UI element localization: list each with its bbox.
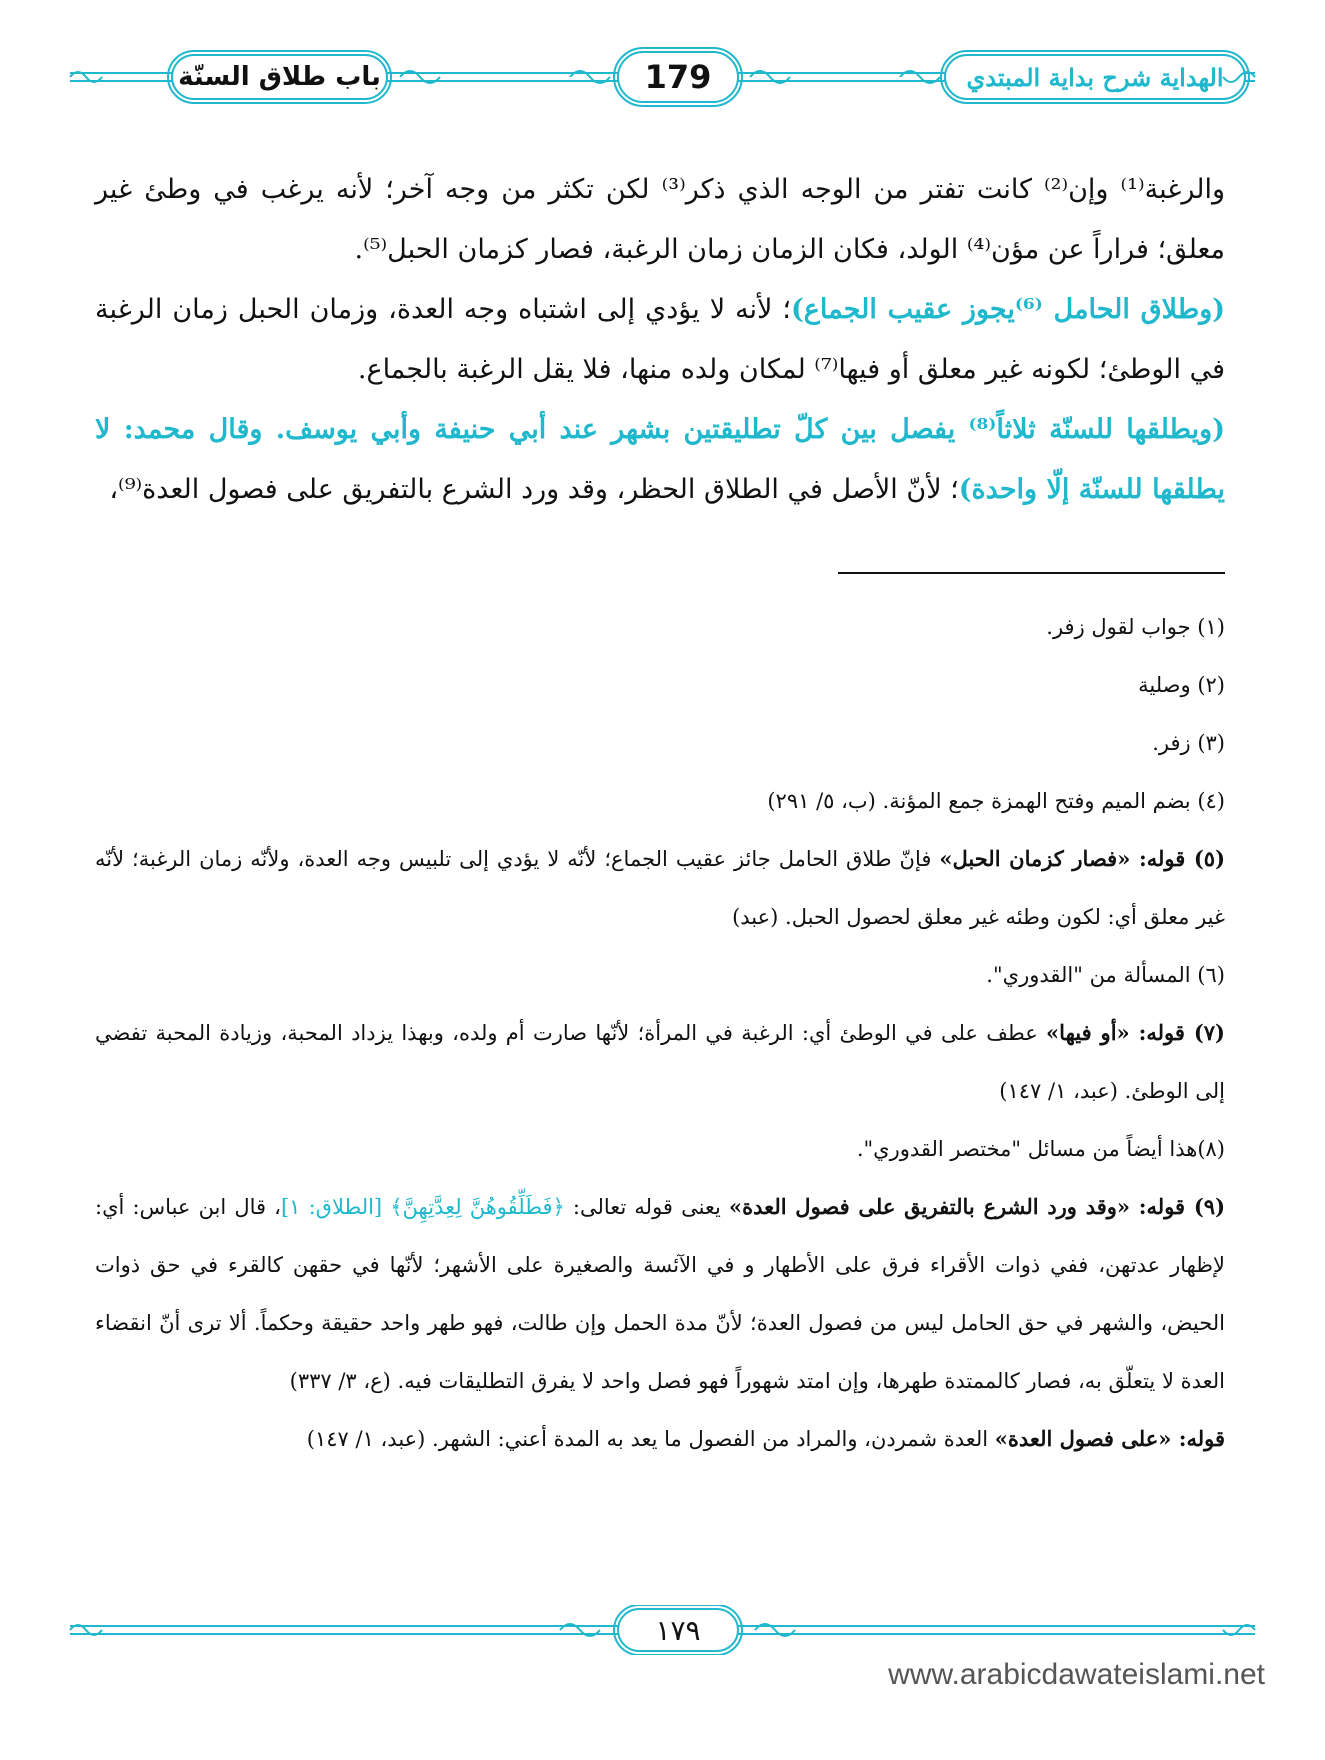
footnote-9: [95, 1178, 1225, 1410]
page-header: [50, 40, 1275, 120]
footnote-8: (٨)هذا أيضاً من مسائل "مختصر القدوري".: [856, 1137, 1225, 1161]
footnotes: [95, 598, 1225, 1468]
footnote-10-lead: قوله: «على فصول العدة»: [994, 1426, 1225, 1451]
footnote-10-rest: العدة شمردن، والمراد من الفصول ما يعد به المدة أعني: الشهر. (عبد، ١/ ١٤٧): [306, 1427, 995, 1451]
footnote-5-rest: فإنّ طلاق الحامل جائز عقيب الجماع؛ لأنّه لا يؤدي إلى تلبيس وجه العدة، ولأنّه زمان الرغبة؛ لأنّه غير معلق أي: لكون وطئه غير معلق لحصول الحبل. (عبد): [95, 847, 1225, 929]
footer-page-number: ١٧٩: [655, 1613, 701, 1647]
main-text: [95, 160, 1225, 520]
footnote-7: [95, 1004, 1225, 1120]
book-title: الهداية شرح بداية المبتدي: [966, 62, 1224, 92]
footnote-5: [95, 830, 1225, 946]
footnote-divider: [838, 572, 1225, 574]
footnote-7-rest: عطف على في الوطئ أي: الرغبة في المرأة؛ لأنّها صارت أم ولده، وبهذا يزداد المحبة، وزيادة المحبة تفضي إلى الوطئ. (عبد، ١/ ١٤٧): [95, 1021, 1225, 1103]
header-page-number: 179: [644, 58, 712, 96]
footnote-6: (٦) المسألة من "القدوري".: [986, 963, 1225, 987]
footnote-5-lead: (٥) قوله: «فصار كزمان الحبل»: [939, 846, 1225, 871]
footnote-9-lead: (٩) قوله: «وقد ورد الشرع بالتفريق على فصول العدة»: [729, 1194, 1226, 1219]
matn-highlight-2: (وطلاق الحامل ⁽⁶⁾يجوز عقيب الجماع): [791, 294, 1226, 325]
page-footer: [50, 1605, 1275, 1655]
footnote-2: (٢) وصلية: [1138, 673, 1225, 697]
paragraph-2: [95, 280, 1225, 400]
footnote-1: (١) جواب لقول زفر.: [1046, 615, 1225, 639]
footnote-10: [95, 1410, 1225, 1468]
paragraph-3-rest: ؛ لأنّ الأصل في الطلاق الحظر، وقد ورد الشرع بالتفريق على فصول العدة⁽⁹⁾،: [109, 474, 959, 505]
paragraph-2-rest: ؛ لأنه لا يؤدي إلى اشتباه وجه العدة، وزمان الحبل زمان الرغبة في الوطئ؛ لكونه غير معلق أو فيها⁽⁷⁾ لمكان ولده منها، فلا يقل الرغبة بالجماع.: [95, 294, 1225, 385]
footnote-4: (٤) بضم الميم وفتح الهمزة جمع المؤنة. (ب، ٥/ ٢٩١): [767, 789, 1225, 813]
quran-verse: ﴿فَطَلِّقُوهُنَّ لِعِدَّتِهِنَّ﴾ [الطلاق: ١]: [280, 1195, 565, 1219]
matn-highlight-3: (ويطلقها للسنّة ثلاثاً⁽⁸⁾ يفصل بين كلّ تطليقتين بشهر عند أبي حنيفة وأبي يوسف. وقال محمد: لا يطلقها للسنّة إلّا واحدة): [95, 414, 1225, 505]
paragraph-1: والرغبة⁽¹⁾ وإن⁽²⁾ كانت تفتر من الوجه الذي ذكر⁽³⁾ لكن تكثر من وجه آخر؛ لأنه يرغب في وطئ غير معلق؛ فراراً عن مؤن⁽⁴⁾ الولد، فكان الزمان زمان الرغبة، فصار كزمان الحبل⁽⁵⁾.: [95, 174, 1226, 265]
footnote-9-mid: يعنى قوله تعالى:: [564, 1195, 730, 1219]
chapter-title: باب طلاق السنّة: [178, 62, 381, 92]
paragraph-3: [95, 400, 1225, 520]
footnote-3: (٣) زفر.: [1152, 731, 1225, 755]
footnote-7-lead: (٧) قوله: «أو فيها»: [1046, 1020, 1225, 1045]
website-watermark: www.arabicdawateislami.net: [888, 1658, 1265, 1691]
footnote-9-rest: ، قال ابن عباس: أي: لإظهار عدتهن، ففي ذوات الأقراء فرق على الأطهار و في الآئسة والصغيرة على الأشهر؛ لأنّها في حقهن كالقرء في حق ذوات الحيض، والشهر في حق الحامل ليس من فصول العدة؛ لأنّ مدة الحمل وإن طالت، فهو طهر واحد حقيقة وحكماً. ألا ترى أنّ انقضاء العدة لا يتعلّق به، فصار كالممتدة طهرها، وإن امتد شهوراً فهو فصل واحد لا يفرق التطليقات فيه. (ع، ٣/ ٣٣٧): [95, 1195, 1225, 1393]
